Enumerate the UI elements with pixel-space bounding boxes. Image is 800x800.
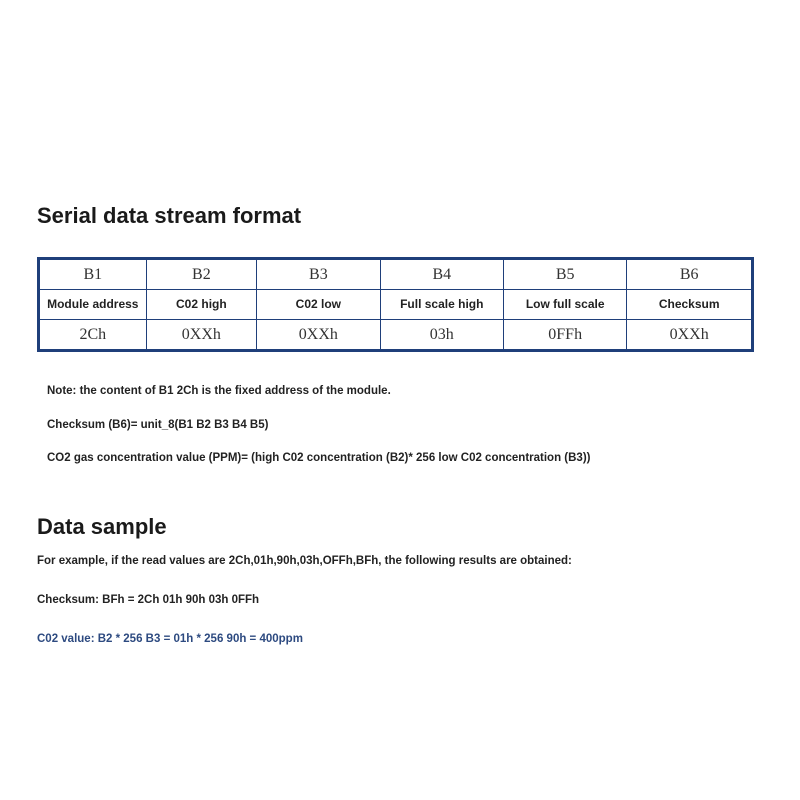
table-description-cell: C02 high xyxy=(146,290,257,320)
table-value-row xyxy=(39,320,753,351)
section-title-serial-format: Serial data stream format xyxy=(37,203,302,228)
table-header-cell: B3 xyxy=(257,259,380,290)
table-value-cell: 0XXh xyxy=(146,320,257,351)
table-header-cell: B6 xyxy=(627,259,753,290)
table-value-cell: 0XXh xyxy=(627,320,753,351)
example-co2-value: C02 value: B2 * 256 B3 = 01h * 256 90h = 400ppm xyxy=(37,633,303,645)
table-description-cell: Module address xyxy=(39,290,147,320)
table-description-cell: Checksum xyxy=(627,290,753,320)
table-description-cell: C02 low xyxy=(257,290,380,320)
table-description-cell: Low full scale xyxy=(503,290,626,320)
section-title-data-sample: Data sample xyxy=(37,514,167,539)
table-description-row xyxy=(39,290,753,320)
example-checksum: Checksum: BFh = 2Ch 01h 90h 03h 0FFh xyxy=(37,594,260,606)
note-fixed-address: Note: the content of B1 2Ch is the fixed address of the module. xyxy=(47,385,391,397)
note-checksum-formula: Checksum (B6)= unit_8(B1 B2 B3 B4 B5) xyxy=(47,419,269,431)
table-header-cell: B5 xyxy=(503,259,626,290)
data-format-table xyxy=(37,257,754,352)
table-header-cell: B4 xyxy=(380,259,503,290)
table-header-row xyxy=(39,259,753,290)
table-header-cell: B1 xyxy=(39,259,147,290)
table-header-cell: B2 xyxy=(146,259,257,290)
example-description: For example, if the read values are 2Ch,01h,90h,03h,OFFh,BFh, the following results are obtained: xyxy=(37,555,572,567)
table-description-cell: Full scale high xyxy=(380,290,503,320)
table-value-cell: 0FFh xyxy=(503,320,626,351)
table-value-cell: 03h xyxy=(380,320,503,351)
table-value-cell: 0XXh xyxy=(257,320,380,351)
table-value-cell: 2Ch xyxy=(39,320,147,351)
note-co2-formula: CO2 gas concentration value (PPM)= (high C02 concentration (B2)* 256 low C02 concentration (B3)) xyxy=(47,452,591,464)
